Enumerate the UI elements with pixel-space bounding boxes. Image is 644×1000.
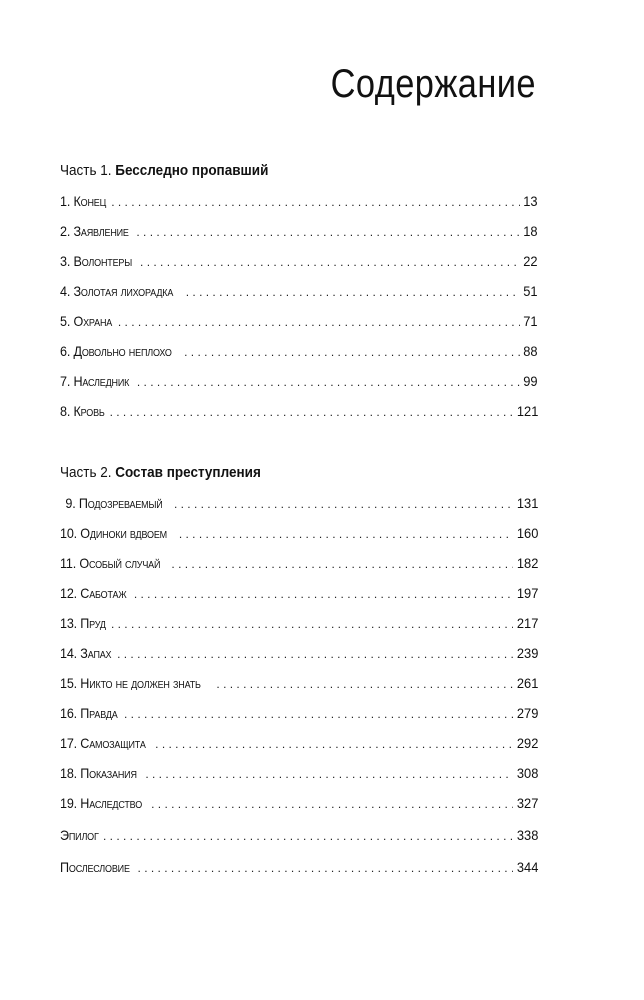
toc-entry [60, 645, 538, 675]
chapter-title: 15. Никто не должен знать [60, 675, 201, 691]
toc-list-part-1 [60, 193, 538, 433]
page-number: 18 [523, 223, 538, 239]
page-number: 292 [516, 735, 538, 751]
chapter-title: 2. Заявление [60, 223, 129, 239]
chapter-title: 18. Показания [60, 765, 137, 781]
toc-entry [60, 495, 538, 525]
toc-entry [60, 373, 538, 403]
page-number: 71 [523, 313, 538, 329]
dot-leader [186, 285, 521, 299]
part-heading-1 [60, 162, 268, 179]
page-number: 88 [523, 343, 538, 359]
chapter-title: 4. Золотая лихорадка [60, 283, 174, 299]
toc-entry [60, 193, 538, 223]
page-number: 22 [523, 253, 538, 269]
dot-leader [137, 375, 521, 389]
part-name: Состав преступления [115, 464, 261, 481]
chapter-title: 1. Конец [60, 193, 107, 209]
page-number: 338 [516, 827, 538, 843]
chapter-title: 9. Подозреваемый [65, 495, 163, 511]
chapter-title: 5. Охрана [60, 313, 113, 329]
toc-entry [60, 555, 538, 585]
page-number: 327 [516, 795, 538, 811]
chapter-title: 17. Самозащита [60, 735, 146, 751]
toc-entry [60, 283, 538, 313]
dot-leader [110, 405, 513, 419]
chapter-title: 10. Одиноки вдвоем [60, 525, 167, 541]
chapter-title: 12. Саботаж [60, 585, 127, 601]
page-number: 160 [516, 525, 538, 541]
toc-entry [60, 795, 538, 825]
chapter-title: 14. Запах [60, 645, 112, 661]
page-number: 182 [516, 555, 538, 571]
dot-leader [174, 497, 513, 511]
toc-entry [60, 585, 538, 615]
dot-leader [138, 861, 513, 875]
dot-leader [140, 255, 520, 269]
chapter-title: 3. Волонтеры [60, 253, 133, 269]
page-number: 197 [516, 585, 538, 601]
chapter-title: 6. Довольно неплохо [60, 343, 172, 359]
page-number: 308 [516, 765, 538, 781]
part-prefix: Часть 1. [60, 162, 116, 179]
page-number: 99 [523, 373, 538, 389]
chapter-title: 7. Наследник [60, 373, 130, 389]
toc-entry [60, 615, 538, 645]
page-number: 239 [516, 645, 538, 661]
dot-leader [151, 797, 513, 811]
page-number: 51 [523, 283, 538, 299]
dot-leader [103, 829, 513, 843]
dot-leader [111, 617, 513, 631]
toc-entry [60, 313, 538, 343]
dot-leader [179, 527, 513, 541]
page-number: 279 [516, 705, 538, 721]
part-name: Бесследно пропавший [115, 162, 269, 179]
chapter-title: 13. Пруд [60, 615, 106, 631]
dot-leader [171, 557, 512, 571]
dot-leader [184, 345, 520, 359]
page-number: 13 [523, 193, 538, 209]
dot-leader [136, 225, 520, 239]
dot-leader [117, 647, 513, 661]
chapter-title: Послесловие [60, 859, 130, 875]
chapter-title: 8. Кровь [60, 403, 105, 419]
part-heading-2 [60, 464, 261, 481]
toc-entry [60, 403, 538, 433]
toc-entry [60, 735, 538, 765]
part-prefix: Часть 2. [60, 464, 116, 481]
dot-leader [111, 195, 520, 209]
toc-entry-epilogue [60, 827, 538, 859]
page-number: 121 [516, 403, 538, 419]
chapter-title: 11. Особый случай [60, 555, 161, 571]
dot-leader [145, 767, 512, 781]
page-number: 261 [516, 675, 538, 691]
page-number: 217 [516, 615, 538, 631]
page-number: 344 [516, 859, 538, 875]
toc-entry-afterword [60, 859, 538, 891]
toc-entry [60, 705, 538, 735]
dot-leader [124, 707, 513, 721]
chapter-title: Эпилог [60, 827, 99, 843]
dot-leader [118, 315, 521, 329]
chapter-title: 16. Правда [60, 705, 118, 721]
toc-entry [60, 343, 538, 373]
toc-entry [60, 765, 538, 795]
page-number: 131 [516, 495, 538, 511]
toc-list-part-2 [60, 495, 538, 825]
toc-entry [60, 253, 538, 283]
toc-entry [60, 675, 538, 705]
toc-list-back-matter [60, 827, 538, 891]
toc-entry [60, 525, 538, 555]
toc-entry [60, 223, 538, 253]
dot-leader [134, 587, 513, 601]
dot-leader [216, 677, 512, 691]
chapter-title: 19. Наследство [60, 795, 143, 811]
dot-leader [155, 737, 512, 751]
page-title: Содержание [330, 62, 536, 106]
